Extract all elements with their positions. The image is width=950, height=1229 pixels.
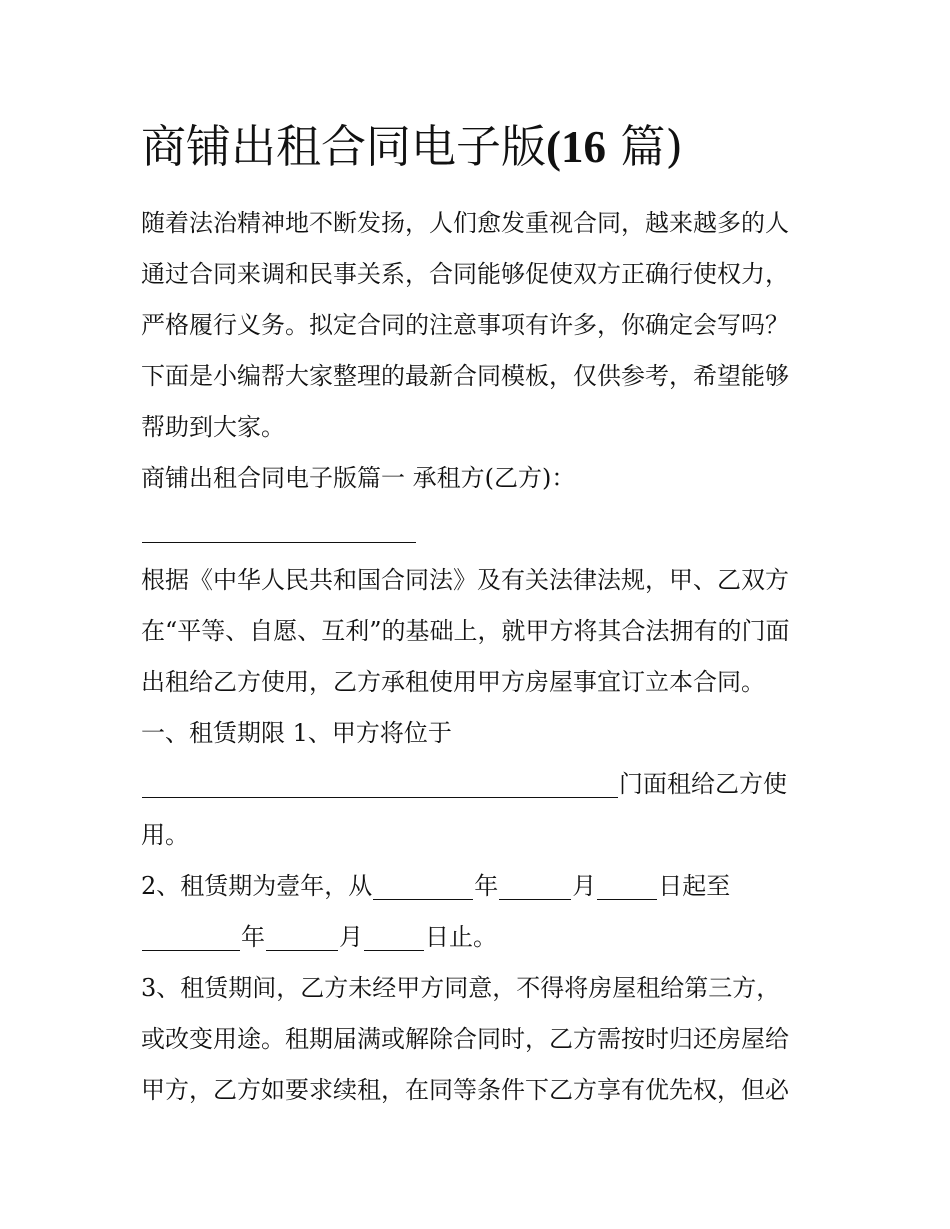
date-unit: 年 bbox=[474, 872, 499, 900]
clause-text: 2、租赁期为壹年，从 bbox=[141, 872, 373, 900]
paragraph-line: 出租给乙方使用，乙方承租使用甲方房屋事宜订立本合同。 bbox=[141, 668, 765, 696]
day-blank bbox=[597, 869, 657, 900]
paragraph-line: 根据《中华人民共和国合同法》及有关法律法规，甲、乙双方 bbox=[141, 566, 789, 594]
paragraph-line: 3、租赁期间，乙方未经甲方同意，不得将房屋租给第三方， bbox=[141, 974, 781, 1002]
paragraph-line: 或改变用途。租期届满或解除合同时，乙方需按时归还房屋给 bbox=[141, 1025, 789, 1053]
lease-start-date-line bbox=[141, 861, 821, 912]
location-blank-line bbox=[141, 759, 821, 810]
title-number: (16 bbox=[546, 122, 607, 172]
month-blank bbox=[499, 869, 571, 900]
clause-text: 门面租给乙方使 bbox=[619, 770, 787, 798]
clause-line: 用。 bbox=[141, 821, 189, 849]
document-body bbox=[141, 198, 821, 1116]
month-blank bbox=[266, 920, 338, 951]
year-blank bbox=[142, 920, 240, 951]
paragraph-line: 下面是小编帮大家整理的最新合同模板，仅供参考，希望能够 bbox=[141, 362, 789, 390]
section-heading-line: 商铺出租合同电子版篇一 承租方(乙方)： bbox=[141, 464, 576, 492]
lessee-name-blank-line bbox=[141, 504, 821, 555]
date-unit: 月 bbox=[339, 923, 363, 951]
year-blank bbox=[373, 869, 473, 900]
paragraph-line: 严格履行义务。拟定合同的注意事项有许多，你确定会写吗？ bbox=[141, 311, 789, 339]
clause-line: 一、租赁期限 1、甲方将位于 bbox=[141, 719, 452, 747]
title-text: 商铺出租合同电子版 bbox=[141, 120, 547, 173]
fill-blank bbox=[142, 767, 618, 798]
title-suffix: 篇) bbox=[606, 120, 683, 173]
fill-blank bbox=[142, 512, 416, 543]
clause-text: 日起至 bbox=[658, 872, 731, 900]
paragraph-line: 帮助到大家。 bbox=[141, 413, 285, 441]
paragraph-line: 在“平等、自愿、互利”的基础上，就甲方将其合法拥有的门面 bbox=[141, 617, 790, 645]
document-title bbox=[141, 116, 683, 178]
day-blank bbox=[364, 920, 424, 951]
lease-end-date-line bbox=[141, 912, 821, 963]
paragraph-line: 甲方，乙方如要求续租，在同等条件下乙方享有优先权，但必 bbox=[141, 1076, 789, 1104]
date-unit: 年 bbox=[241, 923, 265, 951]
paragraph-line: 通过合同来调和民事关系，合同能够促使双方正确行使权力， bbox=[141, 260, 789, 288]
clause-text: 日止。 bbox=[425, 923, 497, 951]
date-unit: 月 bbox=[572, 872, 597, 900]
paragraph-line: 随着法治精神地不断发扬，人们愈发重视合同，越来越多的人 bbox=[141, 209, 789, 237]
